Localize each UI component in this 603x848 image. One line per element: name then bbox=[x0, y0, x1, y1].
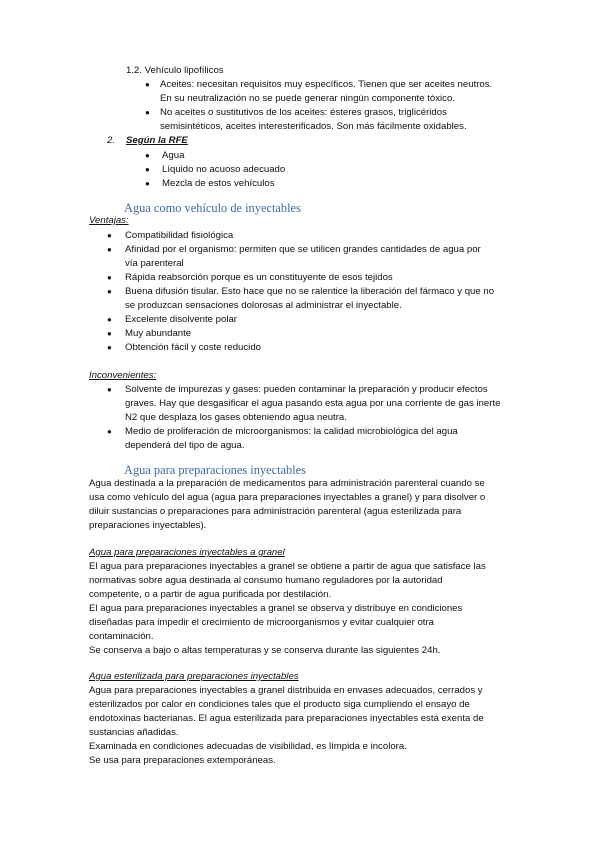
granel-line5: diseñadas para impedir el crecimiento de microorganismos y evitar cualquier otra bbox=[89, 617, 435, 628]
granel-line3: competente, o a partir de agua purificada por destilación. bbox=[89, 589, 332, 600]
esterilizada-line6: Se usa para preparaciones extemporáneas. bbox=[89, 755, 276, 766]
ventaja-2-line1: Afinidad por el organismo: permiten que se utilicen grandes cantidades de agua por bbox=[125, 244, 481, 255]
ventaja-5: Excelente disolvente polar bbox=[125, 314, 237, 325]
ventaja-6: Muy abundante bbox=[125, 328, 192, 339]
esterilizada-line5: Examinada en condiciones adecuadas de visibilidad, es límpida e incolora. bbox=[89, 741, 407, 752]
ventaja-2-line2: vía parenteral bbox=[125, 258, 184, 269]
lipo-heading: 1.2. Vehículo lipofílicos bbox=[126, 65, 224, 76]
ventaja-4-line2: se produzcan sensaciones dolorosas al administrar el inyectable. bbox=[125, 300, 402, 311]
bullet-icon: ● bbox=[145, 151, 150, 160]
esterilizada-line1: Agua para preparaciones inyectables a granel distribuida en envases adecuados, cerrados y bbox=[89, 685, 483, 696]
inconveniente-2-line1: Medio de proliferación de microorganismos: la calidad microbiológica del agua bbox=[125, 426, 458, 437]
inconveniente-2-line2: dependerá del tipo de agua. bbox=[125, 440, 245, 451]
granel-line1: El agua para preparaciones inyectables a granel se obtiene a partir de agua que satisface las bbox=[89, 561, 486, 572]
ventaja-4-line1: Buena difusión tisular. Esto hace que no se ralentice la liberación del fármaco y que no bbox=[125, 286, 495, 297]
bullet-icon: ● bbox=[107, 245, 112, 254]
bullet-icon: ● bbox=[107, 427, 112, 436]
agua-prep-line2: usa como vehículo del agua (agua para preparaciones inyectables a granel) y para disolver o bbox=[89, 492, 486, 503]
esterilizada-line3: endotoxinas bacterianas. El agua esterilizada para preparaciones inyectables está exenta de bbox=[89, 713, 484, 724]
agua-prep-title: Agua para preparaciones inyectables bbox=[124, 463, 306, 477]
bullet-icon: ● bbox=[107, 315, 112, 324]
rfe-item-1: Agua bbox=[162, 150, 185, 161]
inconveniente-1-line2: graves. Hay que desgasificar el agua pasando esta agua por una corriente de gas inerte bbox=[125, 398, 501, 409]
agua-prep-line1: Agua destinada a la preparación de medicamentos para administración parenteral cuando se bbox=[89, 478, 485, 489]
bullet-icon: ● bbox=[107, 385, 112, 394]
bullet-icon: ● bbox=[145, 80, 150, 89]
bullet-icon: ● bbox=[145, 165, 150, 174]
ventaja-7: Obtención fácil y coste reducido bbox=[125, 342, 261, 353]
rfe-item-3: Mezcla de estos vehículos bbox=[162, 178, 275, 189]
rfe-number: 2. bbox=[107, 135, 116, 146]
bullet-icon: ● bbox=[107, 287, 112, 296]
rfe-item-2: Líquido no acuoso adecuado bbox=[162, 164, 286, 175]
lipo-b1-line2: En su neutralización no se puede generar ningún componente tóxico. bbox=[160, 93, 455, 104]
agua-prep-line4: preparaciones inyectables). bbox=[89, 520, 207, 531]
bullet-icon: ● bbox=[107, 343, 112, 352]
ventajas-label: Ventajas: bbox=[89, 215, 129, 226]
bullet-icon: ● bbox=[107, 231, 112, 240]
lipo-b2-line2: semisintéticos, aceites interesterificados. Son más fácilmente oxidables. bbox=[160, 121, 467, 132]
esterilizada-line4: sustancias añadidas. bbox=[89, 727, 179, 738]
bullet-icon: ● bbox=[145, 179, 150, 188]
lipo-b1-line1: Aceites: necesitan requisitos muy específicos. Tienen que ser aceites neutros. bbox=[160, 79, 493, 90]
ventaja-1: Compatibilidad fisiológica bbox=[125, 230, 234, 241]
bullet-icon: ● bbox=[107, 273, 112, 282]
agua-vehiculo-title: Agua como vehículo de inyectables bbox=[124, 201, 301, 215]
inconveniente-1-line3: N2 que desplaza los gases obteniendo agua neutra. bbox=[125, 412, 347, 423]
granel-line7: Se conserva a bajo o altas temperaturas y se conserva durante las siguientes 24h. bbox=[89, 645, 441, 656]
granel-line4: El agua para preparaciones inyectables a granel se observa y distribuye en condiciones bbox=[89, 603, 463, 614]
esterilizada-line2: esterilizados por calor en condiciones tales que el producto siga cumpliendo el ensayo de bbox=[89, 699, 470, 710]
esterilizada-title: Agua esterilizada para preparaciones inyectables bbox=[89, 671, 299, 682]
inconvenientes-label: Inconvenientes: bbox=[89, 370, 157, 381]
agua-prep-line3: diluir sustancias o preparaciones para administración parenteral (agua esterilizada para bbox=[89, 506, 462, 517]
lipo-b2-line1: No aceites o sustitutivos de los aceites: ésteres grasos, triglicéridos bbox=[160, 107, 447, 118]
granel-line6: contaminación. bbox=[89, 631, 154, 642]
rfe-heading: Según la RFE bbox=[126, 135, 188, 146]
bullet-icon: ● bbox=[145, 108, 150, 117]
ventaja-3: Rápida reabsorción porque es un constituyente de esos tejidos bbox=[125, 272, 393, 283]
granel-title: Agua para preparaciones inyectables a granel bbox=[89, 547, 285, 558]
bullet-icon: ● bbox=[107, 329, 112, 338]
inconveniente-1-line1: Solvente de impurezas y gases: pueden contaminar la preparación y producir efectos bbox=[125, 384, 488, 395]
granel-line2: normativas sobre agua destinada al consumo humano reguladores por la autoridad bbox=[89, 575, 443, 586]
